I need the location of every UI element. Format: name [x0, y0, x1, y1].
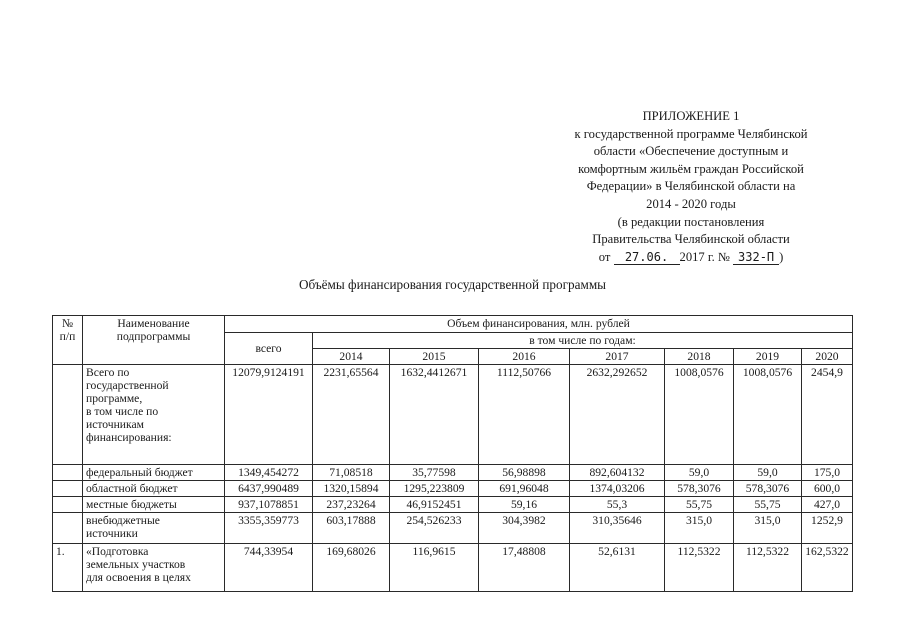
- table-row: [53, 544, 853, 592]
- row-value-2018: 55,75: [665, 497, 734, 513]
- row-value-2019: 55,75: [734, 497, 802, 513]
- row-value-2016: 56,98898: [479, 465, 570, 481]
- header-years: в том числе по годам:: [313, 333, 853, 349]
- row-value-2016: 304,3982: [479, 513, 570, 544]
- table-row: [53, 481, 853, 497]
- row-value-2015: 254,526233: [390, 513, 479, 544]
- row-number: [53, 497, 83, 513]
- header-num: № п/п: [53, 316, 83, 365]
- row-value-2014: 2231,65564: [313, 365, 390, 465]
- row-value-2019: 59,0: [734, 465, 802, 481]
- header-year-2016: 2016: [479, 349, 570, 365]
- header-year-2019: 2019: [734, 349, 802, 365]
- header-year-2015: 2015: [390, 349, 479, 365]
- row-name-line: государственной: [86, 379, 169, 392]
- row-number: [53, 365, 83, 465]
- row-value-2014: 169,68026: [313, 544, 390, 592]
- row-value-2019: 315,0: [734, 513, 802, 544]
- header-volume: Объем финансирования, млн. рублей: [225, 316, 853, 333]
- row-value-2014: 1320,15894: [313, 481, 390, 497]
- appendix-line: к государственной программе Челябинской: [574, 126, 808, 141]
- row-name: [83, 513, 225, 544]
- row-value-2017: 310,35646: [570, 513, 665, 544]
- row-name-line: для освоения в целях: [86, 571, 191, 584]
- table-row: [53, 465, 853, 481]
- row-value-2017: 52,6131: [570, 544, 665, 592]
- appendix-line: комфортным жильём граждан Российской: [578, 161, 804, 176]
- row-name: [83, 365, 225, 465]
- table-row: [53, 497, 853, 513]
- header-name: Наименование подпрограммы: [83, 316, 225, 365]
- row-value-2014: 603,17888: [313, 513, 390, 544]
- row-name: [83, 497, 225, 513]
- row-number: 1.: [53, 544, 83, 592]
- row-number: [53, 465, 83, 481]
- row-name: [83, 465, 225, 481]
- row-name-line: финансирования:: [86, 431, 172, 444]
- row-value-2014: 71,08518: [313, 465, 390, 481]
- row-total: 744,33954: [225, 544, 313, 592]
- row-value-2020: 162,5322: [802, 544, 853, 592]
- row-value-2016: 17,48808: [479, 544, 570, 592]
- row-value-2020: 1252,9: [802, 513, 853, 544]
- row-name-line: Всего по: [86, 366, 130, 379]
- appendix-line: (в редакции постановления: [617, 214, 765, 229]
- financing-table: [52, 315, 853, 592]
- row-value-2018: 59,0: [665, 465, 734, 481]
- row-number: [53, 481, 83, 497]
- header-year-2017: 2017: [570, 349, 665, 365]
- row-value-2020: 175,0: [802, 465, 853, 481]
- row-value-2018: 112,5322: [665, 544, 734, 592]
- row-value-2016: 691,96048: [479, 481, 570, 497]
- close-paren: ): [779, 249, 784, 264]
- row-value-2017: 2632,292652: [570, 365, 665, 465]
- header-year-2018: 2018: [665, 349, 734, 365]
- row-value-2015: 1295,223809: [390, 481, 479, 497]
- appendix-header: [548, 108, 834, 266]
- row-value-2017: 55,3: [570, 497, 665, 513]
- appendix-line: области «Обеспечение доступным и: [593, 144, 789, 159]
- row-name-line: федеральный бюджет: [86, 466, 193, 479]
- row-name-line: областной бюджет: [86, 482, 178, 495]
- appendix-line: Федерации» в Челябинской области на: [586, 179, 796, 194]
- header-year-2014: 2014: [313, 349, 390, 365]
- row-name-line: внебюджетные: [86, 514, 160, 527]
- row-name-line: источникам: [86, 418, 144, 431]
- row-value-2017: 1374,03206: [570, 481, 665, 497]
- table-title: Объёмы финансирования государственной программы: [298, 277, 607, 292]
- row-value-2015: 116,9615: [390, 544, 479, 592]
- resolution-prefix: от: [598, 249, 611, 264]
- row-value-2019: 112,5322: [734, 544, 802, 592]
- row-value-2018: 578,3076: [665, 481, 734, 497]
- row-value-2015: 46,9152451: [390, 497, 479, 513]
- table-row: [53, 513, 853, 544]
- row-name: [83, 481, 225, 497]
- row-value-2018: 1008,0576: [665, 365, 734, 465]
- row-name-line: источники: [86, 527, 138, 540]
- row-name-line: земельных участков: [86, 558, 186, 571]
- resolution-line: [548, 249, 834, 267]
- row-name-line: программе,: [86, 392, 143, 405]
- row-total: 1349,454272: [225, 465, 313, 481]
- row-name-line: в том числе по: [86, 405, 159, 418]
- row-total: 6437,990489: [225, 481, 313, 497]
- header-year-2020: 2020: [802, 349, 853, 365]
- row-value-2020: 427,0: [802, 497, 853, 513]
- table-row: [53, 365, 853, 465]
- row-name-line: «Подготовка: [86, 545, 149, 558]
- row-value-2016: 1112,50766: [479, 365, 570, 465]
- row-total: 937,1078851: [225, 497, 313, 513]
- row-value-2020: 600,0: [802, 481, 853, 497]
- row-value-2017: 892,604132: [570, 465, 665, 481]
- appendix-line: 2014 - 2020 годы: [646, 196, 736, 211]
- appendix-title: ПРИЛОЖЕНИЕ 1: [642, 109, 740, 123]
- row-name-line: местные бюджеты: [86, 498, 177, 511]
- row-total: 12079,9124191: [225, 365, 313, 465]
- header-total: всего: [225, 333, 313, 365]
- row-value-2015: 1632,4412671: [390, 365, 479, 465]
- row-value-2020: 2454,9: [802, 365, 853, 465]
- row-total: 3355,359773: [225, 513, 313, 544]
- row-value-2016: 59,16: [479, 497, 570, 513]
- row-value-2014: 237,23264: [313, 497, 390, 513]
- row-value-2015: 35,77598: [390, 465, 479, 481]
- resolution-year: 2017 г. №: [679, 249, 730, 264]
- appendix-line: Правительства Челябинской области: [592, 232, 790, 247]
- row-value-2019: 1008,0576: [734, 365, 802, 465]
- row-name: [83, 544, 225, 592]
- resolution-date: 27.06.: [614, 250, 680, 265]
- resolution-number: 332-П: [733, 250, 779, 265]
- row-value-2019: 578,3076: [734, 481, 802, 497]
- row-number: [53, 513, 83, 544]
- row-value-2018: 315,0: [665, 513, 734, 544]
